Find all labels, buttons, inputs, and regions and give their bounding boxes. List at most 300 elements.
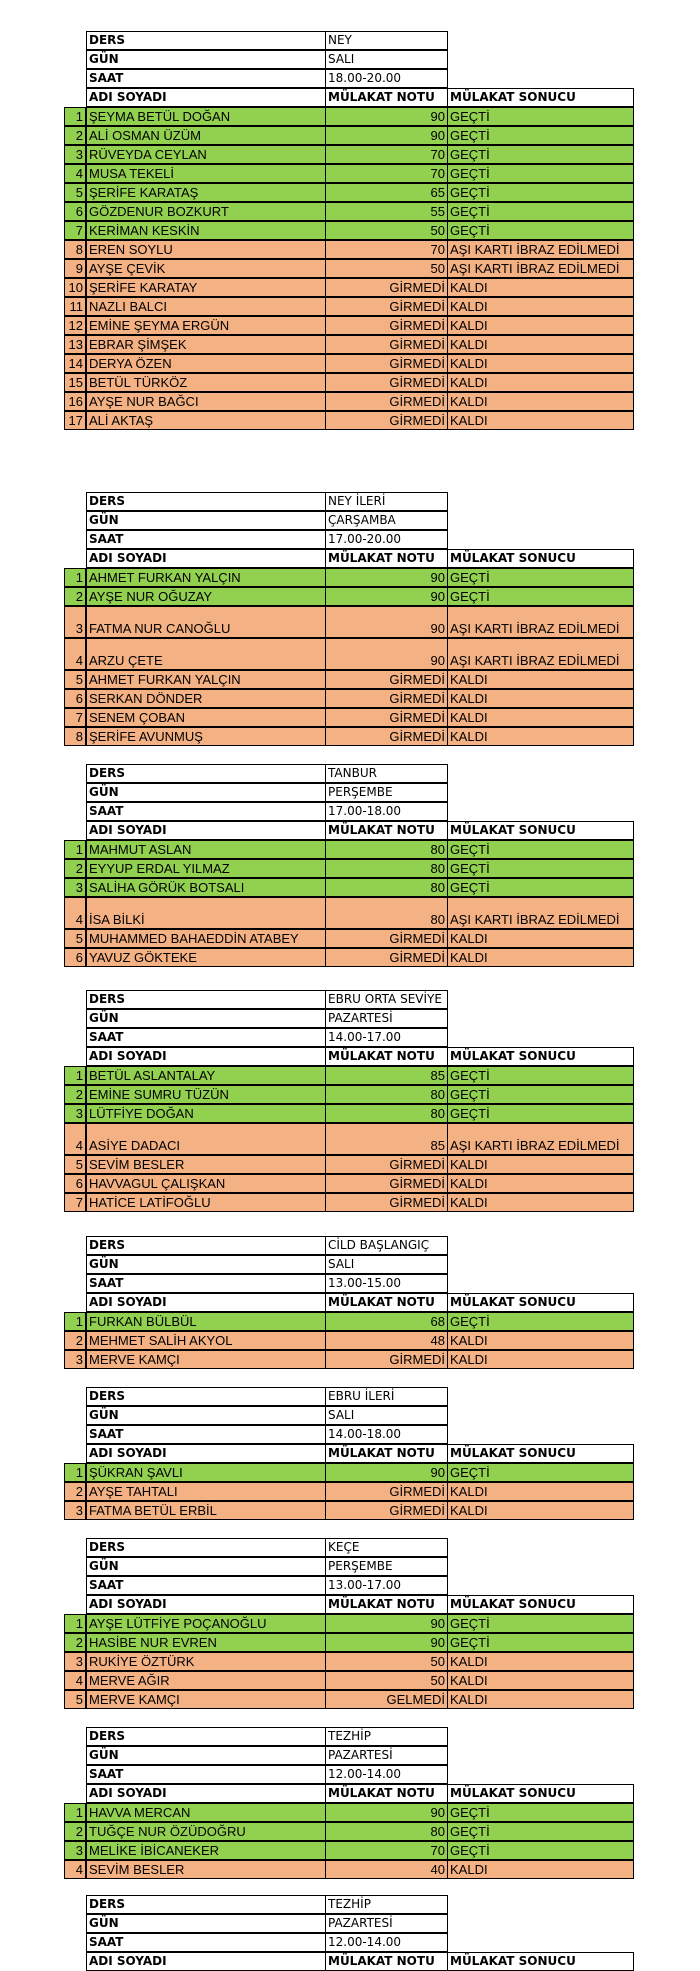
table-row: [0, 240, 700, 259]
table-row: [0, 164, 700, 183]
course-name-row: [0, 31, 700, 50]
student-name: ŞERİFE AVUNMUŞ: [86, 727, 326, 746]
course-time-value: 14.00-17.00: [325, 1028, 448, 1047]
row-number: 5: [64, 1155, 86, 1174]
student-name: MELİKE İBİCANEKER: [86, 1841, 326, 1860]
column-header-name: ADI SOYADI: [86, 549, 326, 568]
table-row: [0, 354, 700, 373]
table-row: [0, 689, 700, 708]
student-name: EREN SOYLU: [86, 240, 326, 259]
interview-result: GEÇTİ: [447, 878, 634, 897]
interview-result: GEÇTİ: [447, 587, 634, 606]
column-header-result: MÜLAKAT SONUCU: [447, 1047, 634, 1066]
table-row: [0, 1482, 700, 1501]
table-row: [0, 1174, 700, 1193]
interview-grade: 90: [325, 638, 448, 670]
table-row: [0, 1614, 700, 1633]
student-name: RUKİYE ÖZTÜRK: [86, 1652, 326, 1671]
interview-grade: 55: [325, 202, 448, 221]
course-day-label: GÜN: [86, 511, 326, 530]
course-day-label: GÜN: [86, 50, 326, 69]
course-day-value: ÇARŞAMBA: [325, 511, 448, 530]
course-day-row: [0, 511, 700, 530]
row-number: 14: [64, 354, 86, 373]
course-day-value: PERŞEMBE: [325, 1557, 448, 1576]
row-number: 2: [64, 126, 86, 145]
row-number: 2: [64, 859, 86, 878]
interview-grade: 90: [325, 107, 448, 126]
column-header-grade: MÜLAKAT NOTU: [325, 1444, 448, 1463]
interview-result: KALDI: [447, 670, 634, 689]
interview-result: KALDI: [447, 278, 634, 297]
interview-result: AŞI KARTI İBRAZ EDİLMEDİ: [447, 897, 634, 929]
interview-grade: GİRMEDİ: [325, 1155, 448, 1174]
student-name: AYŞE TAHTALI: [86, 1482, 326, 1501]
student-name: HAVVA MERCAN: [86, 1803, 326, 1822]
student-name: SENEM ÇOBAN: [86, 708, 326, 727]
interview-result: GEÇTİ: [447, 1463, 634, 1482]
interview-grade: GİRMEDİ: [325, 1482, 448, 1501]
interview-grade: GİRMEDİ: [325, 708, 448, 727]
course-day-value: SALI: [325, 1406, 448, 1425]
row-number: 17: [64, 411, 86, 430]
column-header-grade: MÜLAKAT NOTU: [325, 1784, 448, 1803]
table-row: [0, 392, 700, 411]
row-number: 5: [64, 670, 86, 689]
interview-result: KALDI: [447, 1350, 634, 1369]
row-number: 5: [64, 929, 86, 948]
student-name: MUSA TEKELİ: [86, 164, 326, 183]
interview-grade: 68: [325, 1312, 448, 1331]
course-name-row: [0, 990, 700, 1009]
table-row: [0, 373, 700, 392]
course-time-row: [0, 1933, 700, 1952]
table-row: [0, 878, 700, 897]
interview-result: GEÇTİ: [447, 202, 634, 221]
interview-grade: 90: [325, 1614, 448, 1633]
interview-result: GEÇTİ: [447, 1066, 634, 1085]
student-name: ŞEYMA BETÜL DOĞAN: [86, 107, 326, 126]
course-name-value: NEY: [325, 31, 448, 50]
interview-grade: GİRMEDİ: [325, 411, 448, 430]
row-number: 2: [64, 1633, 86, 1652]
student-name: TUĞÇE NUR ÖZÜDOĞRU: [86, 1822, 326, 1841]
row-number: 1: [64, 107, 86, 126]
course-time-label: SAAT: [86, 1933, 326, 1952]
course-day-row: [0, 1009, 700, 1028]
table-row: [0, 145, 700, 164]
student-name: DERYA ÖZEN: [86, 354, 326, 373]
interview-result: KALDI: [447, 727, 634, 746]
interview-result: KALDI: [447, 1174, 634, 1193]
course-day-row: [0, 1557, 700, 1576]
row-number: 3: [64, 1841, 86, 1860]
interview-grade: GİRMEDİ: [325, 335, 448, 354]
student-name: ŞÜKRAN ŞAVLI: [86, 1463, 326, 1482]
interview-grade: GİRMEDİ: [325, 948, 448, 967]
row-number: 15: [64, 373, 86, 392]
table-row: [0, 929, 700, 948]
course-time-value: 17.00-18.00: [325, 802, 448, 821]
row-number: 5: [64, 1690, 86, 1709]
table-row: [0, 1860, 700, 1879]
table-row: [0, 568, 700, 587]
table-row: [0, 638, 700, 670]
row-number: 8: [64, 240, 86, 259]
interview-grade: 80: [325, 840, 448, 859]
interview-grade: 90: [325, 1803, 448, 1822]
student-name: ALİ AKTAŞ: [86, 411, 326, 430]
course-time-label: SAAT: [86, 802, 326, 821]
row-number: 9: [64, 259, 86, 278]
course-name-label: DERS: [86, 31, 326, 50]
column-header-result: MÜLAKAT SONUCU: [447, 1952, 634, 1971]
interview-grade: GİRMEDİ: [325, 373, 448, 392]
table-header: [0, 1293, 700, 1312]
interview-grade: 80: [325, 1104, 448, 1123]
student-name: FURKAN BÜLBÜL: [86, 1312, 326, 1331]
student-name: EBRAR ŞİMŞEK: [86, 335, 326, 354]
interview-grade: 70: [325, 145, 448, 164]
course-day-label: GÜN: [86, 1255, 326, 1274]
interview-result: KALDI: [447, 929, 634, 948]
course-day-row: [0, 783, 700, 802]
course-day-label: GÜN: [86, 1009, 326, 1028]
interview-grade: 50: [325, 259, 448, 278]
interview-result: GEÇTİ: [447, 1822, 634, 1841]
course-day-row: [0, 1255, 700, 1274]
table-row: [0, 1671, 700, 1690]
column-header-grade: MÜLAKAT NOTU: [325, 1952, 448, 1971]
interview-result: KALDI: [447, 297, 634, 316]
course-name-value: KEÇE: [325, 1538, 448, 1557]
table-row: [0, 1331, 700, 1350]
interview-grade: GİRMEDİ: [325, 929, 448, 948]
table-row: [0, 727, 700, 746]
interview-result: KALDI: [447, 316, 634, 335]
course-day-label: GÜN: [86, 1746, 326, 1765]
interview-result: KALDI: [447, 335, 634, 354]
student-name: HASİBE NUR EVREN: [86, 1633, 326, 1652]
column-header-result: MÜLAKAT SONUCU: [447, 1293, 634, 1312]
course-time-value: 17.00-20.00: [325, 530, 448, 549]
course-time-value: 18.00-20.00: [325, 69, 448, 88]
table-row: [0, 670, 700, 689]
interview-grade: 40: [325, 1860, 448, 1879]
interview-result: GEÇTİ: [447, 145, 634, 164]
student-name: SEVİM BESLER: [86, 1155, 326, 1174]
interview-result: AŞI KARTI İBRAZ EDİLMEDİ: [447, 240, 634, 259]
interview-grade: 70: [325, 240, 448, 259]
row-number: 4: [64, 638, 86, 670]
interview-grade: 80: [325, 1822, 448, 1841]
student-name: BETÜL ASLANTALAY: [86, 1066, 326, 1085]
interview-result: GEÇTİ: [447, 1633, 634, 1652]
interview-result: GEÇTİ: [447, 1841, 634, 1860]
course-time-row: [0, 1576, 700, 1595]
table-row: [0, 1104, 700, 1123]
row-number: 7: [64, 221, 86, 240]
column-header-name: ADI SOYADI: [86, 88, 326, 107]
student-name: AYŞE LÜTFİYE POÇANOĞLU: [86, 1614, 326, 1633]
interview-result: KALDI: [447, 1155, 634, 1174]
table-header: [0, 549, 700, 568]
interview-result: GEÇTİ: [447, 126, 634, 145]
course-day-value: SALI: [325, 1255, 448, 1274]
student-name: LÜTFİYE DOĞAN: [86, 1104, 326, 1123]
interview-result: GEÇTİ: [447, 1803, 634, 1822]
student-name: MERVE AĞIR: [86, 1671, 326, 1690]
table-row: [0, 1841, 700, 1860]
student-name: MAHMUT ASLAN: [86, 840, 326, 859]
course-time-row: [0, 1765, 700, 1784]
student-name: SERKAN DÖNDER: [86, 689, 326, 708]
row-number: 3: [64, 145, 86, 164]
course-name-value: TEZHİP: [325, 1895, 448, 1914]
interview-grade: GİRMEDİ: [325, 670, 448, 689]
table-row: [0, 606, 700, 638]
interview-result: KALDI: [447, 354, 634, 373]
row-number: 3: [64, 878, 86, 897]
interview-grade: GİRMEDİ: [325, 278, 448, 297]
table-header: [0, 821, 700, 840]
student-name: EMİNE ŞEYMA ERGÜN: [86, 316, 326, 335]
interview-result: KALDI: [447, 373, 634, 392]
student-name: EYYUP ERDAL YILMAZ: [86, 859, 326, 878]
course-day-label: GÜN: [86, 1914, 326, 1933]
table-row: [0, 1633, 700, 1652]
student-name: MERVE KAMÇI: [86, 1690, 326, 1709]
interview-grade: 90: [325, 1463, 448, 1482]
column-header-name: ADI SOYADI: [86, 1444, 326, 1463]
student-name: MUHAMMED BAHAEDDİN ATABEY: [86, 929, 326, 948]
course-name-label: DERS: [86, 764, 326, 783]
row-number: 1: [64, 1803, 86, 1822]
interview-grade: 80: [325, 897, 448, 929]
course-name-value: TEZHİP: [325, 1727, 448, 1746]
course-time-value: 13.00-15.00: [325, 1274, 448, 1293]
course-day-row: [0, 1406, 700, 1425]
row-number: 3: [64, 1104, 86, 1123]
course-name-row: [0, 492, 700, 511]
course-name-label: DERS: [86, 492, 326, 511]
table-header: [0, 1047, 700, 1066]
table-row: [0, 107, 700, 126]
student-name: ALİ OSMAN ÜZÜM: [86, 126, 326, 145]
interview-grade: GİRMEDİ: [325, 297, 448, 316]
course-name-value: EBRU İLERİ: [325, 1387, 448, 1406]
row-number: 10: [64, 278, 86, 297]
row-number: 11: [64, 297, 86, 316]
row-number: 6: [64, 202, 86, 221]
course-day-value: PAZARTESİ: [325, 1914, 448, 1933]
column-header-grade: MÜLAKAT NOTU: [325, 549, 448, 568]
row-number: 1: [64, 1312, 86, 1331]
interview-result: KALDI: [447, 1860, 634, 1879]
course-name-label: DERS: [86, 1895, 326, 1914]
interview-result: GEÇTİ: [447, 164, 634, 183]
course-name-value: NEY İLERİ: [325, 492, 448, 511]
course-name-row: [0, 1538, 700, 1557]
interview-grade: GİRMEDİ: [325, 1350, 448, 1369]
student-name: RÜVEYDA CEYLAN: [86, 145, 326, 164]
student-name: FATMA BETÜL ERBİL: [86, 1501, 326, 1520]
course-name-label: DERS: [86, 1727, 326, 1746]
row-number: 7: [64, 708, 86, 727]
student-name: AHMET FURKAN YALÇIN: [86, 568, 326, 587]
interview-grade: 85: [325, 1066, 448, 1085]
row-number: 6: [64, 689, 86, 708]
interview-result: KALDI: [447, 948, 634, 967]
table-row: [0, 183, 700, 202]
student-name: FATMA NUR CANOĞLU: [86, 606, 326, 638]
course-name-row: [0, 1236, 700, 1255]
row-number: 3: [64, 1501, 86, 1520]
row-number: 8: [64, 727, 86, 746]
interview-result: GEÇTİ: [447, 568, 634, 587]
course-day-value: PERŞEMBE: [325, 783, 448, 802]
interview-grade: 90: [325, 568, 448, 587]
table-row: [0, 840, 700, 859]
table-row: [0, 316, 700, 335]
column-header-result: MÜLAKAT SONUCU: [447, 549, 634, 568]
row-number: 4: [64, 164, 86, 183]
student-name: ŞERİFE KARATAY: [86, 278, 326, 297]
interview-grade: GİRMEDİ: [325, 727, 448, 746]
student-name: SALİHA GÖRÜK BOTSALI: [86, 878, 326, 897]
student-name: SEVİM BESLER: [86, 1860, 326, 1879]
course-day-row: [0, 1914, 700, 1933]
student-name: KERİMAN KESKİN: [86, 221, 326, 240]
column-header-grade: MÜLAKAT NOTU: [325, 1595, 448, 1614]
row-number: 2: [64, 587, 86, 606]
row-number: 1: [64, 1463, 86, 1482]
table-header: [0, 88, 700, 107]
table-header: [0, 1444, 700, 1463]
interview-grade: GİRMEDİ: [325, 316, 448, 335]
interview-result: GEÇTİ: [447, 107, 634, 126]
student-name: AYŞE ÇEVİK: [86, 259, 326, 278]
row-number: 2: [64, 1331, 86, 1350]
interview-result: KALDI: [447, 411, 634, 430]
row-number: 1: [64, 840, 86, 859]
table-row: [0, 335, 700, 354]
table-header: [0, 1595, 700, 1614]
row-number: 4: [64, 897, 86, 929]
interview-result: AŞI KARTI İBRAZ EDİLMEDİ: [447, 638, 634, 670]
interview-grade: 85: [325, 1123, 448, 1155]
table-row: [0, 1501, 700, 1520]
interview-grade: 90: [325, 126, 448, 145]
column-header-name: ADI SOYADI: [86, 1784, 326, 1803]
table-row: [0, 708, 700, 727]
table-row: [0, 126, 700, 145]
interview-grade: GİRMEDİ: [325, 354, 448, 373]
interview-grade: 90: [325, 1633, 448, 1652]
column-header-grade: MÜLAKAT NOTU: [325, 88, 448, 107]
course-time-row: [0, 69, 700, 88]
student-name: MEHMET SALİH AKYOL: [86, 1331, 326, 1350]
interview-result: GEÇTİ: [447, 1085, 634, 1104]
row-number: 2: [64, 1085, 86, 1104]
table-row: [0, 1690, 700, 1709]
course-name-label: DERS: [86, 1538, 326, 1557]
student-name: ARZU ÇETE: [86, 638, 326, 670]
course-time-value: 12.00-14.00: [325, 1933, 448, 1952]
course-name-value: TANBUR: [325, 764, 448, 783]
student-name: BETÜL TÜRKÖZ: [86, 373, 326, 392]
course-day-label: GÜN: [86, 1557, 326, 1576]
interview-grade: 80: [325, 859, 448, 878]
course-time-label: SAAT: [86, 1576, 326, 1595]
table-row: [0, 1066, 700, 1085]
column-header-name: ADI SOYADI: [86, 1595, 326, 1614]
table-row: [0, 411, 700, 430]
student-name: NAZLI BALCI: [86, 297, 326, 316]
course-day-value: SALI: [325, 50, 448, 69]
interview-result: AŞI KARTI İBRAZ EDİLMEDİ: [447, 1123, 634, 1155]
table-row: [0, 1312, 700, 1331]
course-time-label: SAAT: [86, 530, 326, 549]
course-day-label: GÜN: [86, 1406, 326, 1425]
interview-result: GEÇTİ: [447, 1614, 634, 1633]
student-name: YAVUZ GÖKTEKE: [86, 948, 326, 967]
course-time-row: [0, 530, 700, 549]
table-row: [0, 1085, 700, 1104]
row-number: 2: [64, 1482, 86, 1501]
course-name-value: EBRU ORTA SEVİYE: [325, 990, 448, 1009]
interview-result: KALDI: [447, 708, 634, 727]
column-header-name: ADI SOYADI: [86, 1047, 326, 1066]
course-time-value: 13.00-17.00: [325, 1576, 448, 1595]
course-name-label: DERS: [86, 1387, 326, 1406]
student-name: ASİYE DADACI: [86, 1123, 326, 1155]
course-name-label: DERS: [86, 990, 326, 1009]
course-time-row: [0, 1425, 700, 1444]
interview-result: GEÇTİ: [447, 221, 634, 240]
interview-grade: 70: [325, 164, 448, 183]
interview-result: GEÇTİ: [447, 1312, 634, 1331]
student-name: GÖZDENUR BOZKURT: [86, 202, 326, 221]
interview-result: KALDI: [447, 1652, 634, 1671]
course-time-value: 14.00-18.00: [325, 1425, 448, 1444]
student-name: AYŞE NUR BAĞCI: [86, 392, 326, 411]
interview-grade: GİRMEDİ: [325, 1501, 448, 1520]
row-number: 2: [64, 1822, 86, 1841]
interview-result: GEÇTİ: [447, 183, 634, 202]
interview-result: KALDI: [447, 1193, 634, 1212]
interview-result: KALDI: [447, 1482, 634, 1501]
interview-grade: GİRMEDİ: [325, 689, 448, 708]
interview-result: GEÇTİ: [447, 859, 634, 878]
row-number: 4: [64, 1671, 86, 1690]
course-time-row: [0, 802, 700, 821]
course-day-label: GÜN: [86, 783, 326, 802]
student-name: ŞERİFE KARATAŞ: [86, 183, 326, 202]
course-name-label: DERS: [86, 1236, 326, 1255]
column-header-name: ADI SOYADI: [86, 1952, 326, 1971]
row-number: 1: [64, 1066, 86, 1085]
course-time-row: [0, 1028, 700, 1047]
student-name: AYŞE NUR OĞUZAY: [86, 587, 326, 606]
course-day-row: [0, 50, 700, 69]
column-header-result: MÜLAKAT SONUCU: [447, 1444, 634, 1463]
table-row: [0, 897, 700, 929]
column-header-result: MÜLAKAT SONUCU: [447, 1784, 634, 1803]
table-row: [0, 1350, 700, 1369]
table-row: [0, 278, 700, 297]
column-header-result: MÜLAKAT SONUCU: [447, 88, 634, 107]
